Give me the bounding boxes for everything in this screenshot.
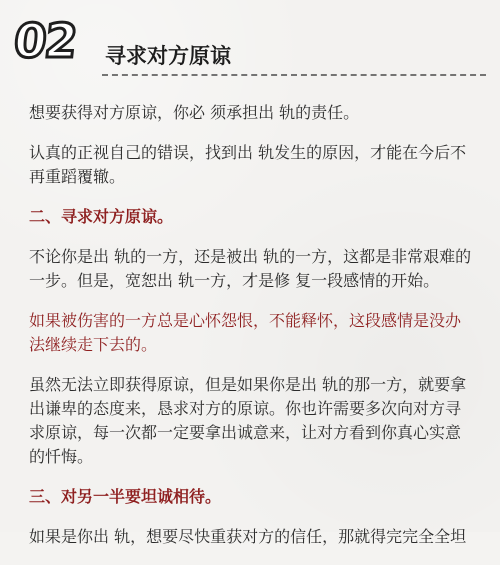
subheading-seek-forgiveness: 二、寻求对方原谅。	[29, 207, 174, 226]
subheading-be-honest: 三、对另一半要坦诚相待。	[29, 487, 222, 506]
section-title: 寻求对方原谅	[105, 44, 231, 68]
paragraph-humble-attitude: 虽然无法立即获得原谅，但是如果你是出 轨的那一方，就要拿出谦卑的态度来，恳求对方的原谅。你也许需要多次向对方寻求原谅，每一次都一定要拿出诚意来，让对方看到你真心实意的忏悔。	[29, 375, 467, 466]
article-content	[29, 101, 475, 565]
dashed-divider	[102, 74, 486, 76]
section-header	[11, 14, 486, 88]
paragraph-self-reflection: 认真的正视自己的错误，找到出 轨发生的原因，才能在今后不再重蹈覆辙。	[29, 143, 467, 186]
paragraph-resentment-warning: 如果被伤害的一方总是心怀怨恨，不能释怀，这段感情是没办法继续走下去的。	[29, 311, 462, 354]
paragraph-forgiveness-difficulty: 不论你是出 轨的一方，还是被出 轨的一方，这都是非常艰难的一步。但是，宽恕出 轨一方，才是修 复一段感情的开始。	[29, 247, 472, 290]
paragraph-regain-trust: 如果是你出 轨，想要尽快重获对方的信任，那就得完完全全坦	[29, 527, 467, 546]
section-number-badge: 02	[11, 14, 79, 69]
paragraph-responsibility: 想要获得对方原谅，你必 须承担出 轨的责任。	[29, 103, 360, 122]
